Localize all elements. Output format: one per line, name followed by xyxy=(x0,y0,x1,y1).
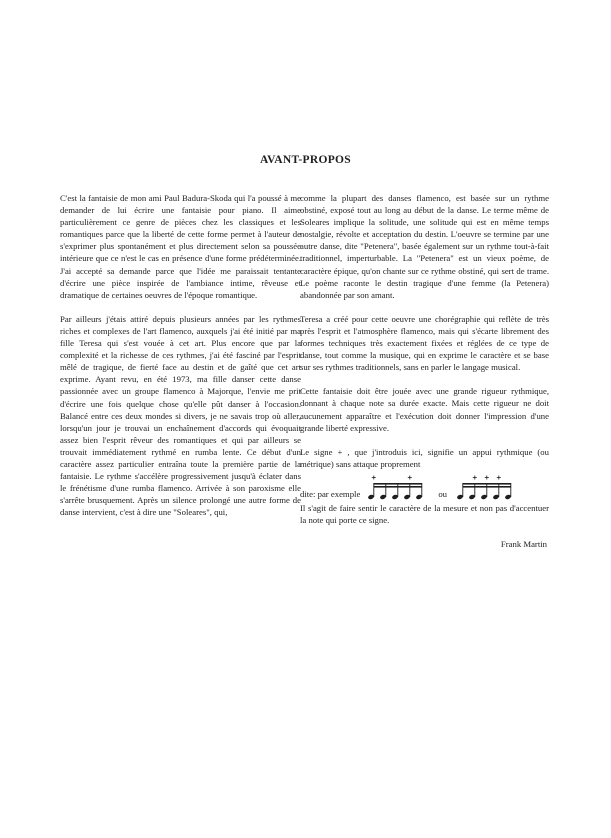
or-label: ou xyxy=(438,488,447,499)
page-title: AVANT-PROPOS xyxy=(260,154,351,166)
music-notes-graphic-1 xyxy=(366,474,430,502)
signature: Frank Martin xyxy=(500,539,547,550)
left-column xyxy=(60,192,301,530)
music-example-2 xyxy=(455,474,519,502)
paragraph-sign-meaning: Il s'agit de faire sentir le caractère de la mesure et non pas d'accentuer la note qui porte ce signe. xyxy=(300,502,549,525)
example-label: dite: par exemple xyxy=(300,488,361,499)
paragraph-flamenco: Par ailleurs j'étais attiré depuis plusieurs années par les rythmes riches et complexes de l'art flamenco, auxquels j'ai été initié par ma fille Teresa qui s'est vouée à cet art. Plus encore que par la complexité et la richesse de ces rythmes, j'ai été fasciné par l'esprit mêlé de tragique, de fierté face au destin et de gaîté que cet art exprime. Ayant revu, en été 1973, ma fille danser cette danse passionnée avec un groupe flamenco à Majorque, l'envie me prit d'écrire une fois quelque chose qu'elle pût danser à l'occasion. Balancé entre ces deux mondes si divers, je ne savais trop où aller, lorsqu'un jour je trouvai un enchaînement d'accords qui évoquait assez bien l'esprit rêveur des romantiques et qui par ailleurs se trouvait immédiatement rythmé en rumba lente. Ce début d'un caractère assez particulier entraîna toute la première partie de la fantaisie. Le rythme s'accélère progressivement jusqu'à éclater dans le frénétisme d'une rumba flamenco. Arrivée à son paroxisme elle s'arrête brusquement. Après un silence prolongé une autre forme de danse intervient, c'est à dire une "Soleares", qui, xyxy=(60,313,301,518)
music-example-line xyxy=(300,472,549,502)
paragraph-choreography: Teresa a créé pour cette oeuvre une chorégraphie qui reflète de très près l'esprit et l'atmosphère flamenco, mais qui s'écarte librement des formes techniques très exactement fixées et réglées de ce type de danse, tout comme la musique, qui en exprime le caractère et se base sur ses rythmes traditionnels, sans en parler le langage musical. xyxy=(300,313,549,373)
music-notes-graphic-2 xyxy=(455,474,519,502)
music-example-1 xyxy=(366,474,430,502)
paragraph-rigor: Cette fantaisie doit être jouée avec une grande rigueur rythmique, donnant à chaque note sa durée exacte. Mais cette rigueur ne doit aucunement apparaître et l'exécution doit donner l'impression d'une grande liberté expressive. xyxy=(300,386,549,433)
paragraph-intro: C'est la fantaisie de mon ami Paul Badura-Skoda qui l'a poussé à me demander de lui écrire une fantaisie pour piano. Il aime particulièrement ce genre de pièces chez les classiques et les romantiques parce que la liberté de cette forme permet à l'auteur de s'exprimer plus spontanément et plus directement selon sa poussée intérieure que ce n'est le cas en présence d'une forme prédéterminée. J'ai accepté sa demande parce que l'idée me paraissait tentante d'écrire une pièce inspirée de l'ambiance intime, rêveuse et dramatique de certaines oeuvres de l'époque romantique. xyxy=(60,193,301,300)
paragraph-soleares: comme la plupart des danses flamenco, est basée sur un rythme obstiné, exposé tout au long au début de la danse. Le terme même de Soleares implique la solitude, une solitude qui est en même temps nostalgie, révolte et acceptation du destin. L'oeuvre se termine par une autre danse, dite "Petenera", basée également sur un rythme tout-à-fait traditionnel, imperturbable. La "Petenera" est un vieux poème, de caractère épique, qu'on chante sur ce rythme obstiné, qui sert de trame. Le poème raconte le destin tragique d'une femme (la Petenera) abandonnée par son amant. xyxy=(300,193,549,300)
paragraph-sign xyxy=(300,446,549,502)
right-column xyxy=(300,192,549,550)
sign-text: Le signe + , que j'introduis ici, signifie un appui rythmique (ou métrique) sans attaque proprement xyxy=(300,446,549,469)
